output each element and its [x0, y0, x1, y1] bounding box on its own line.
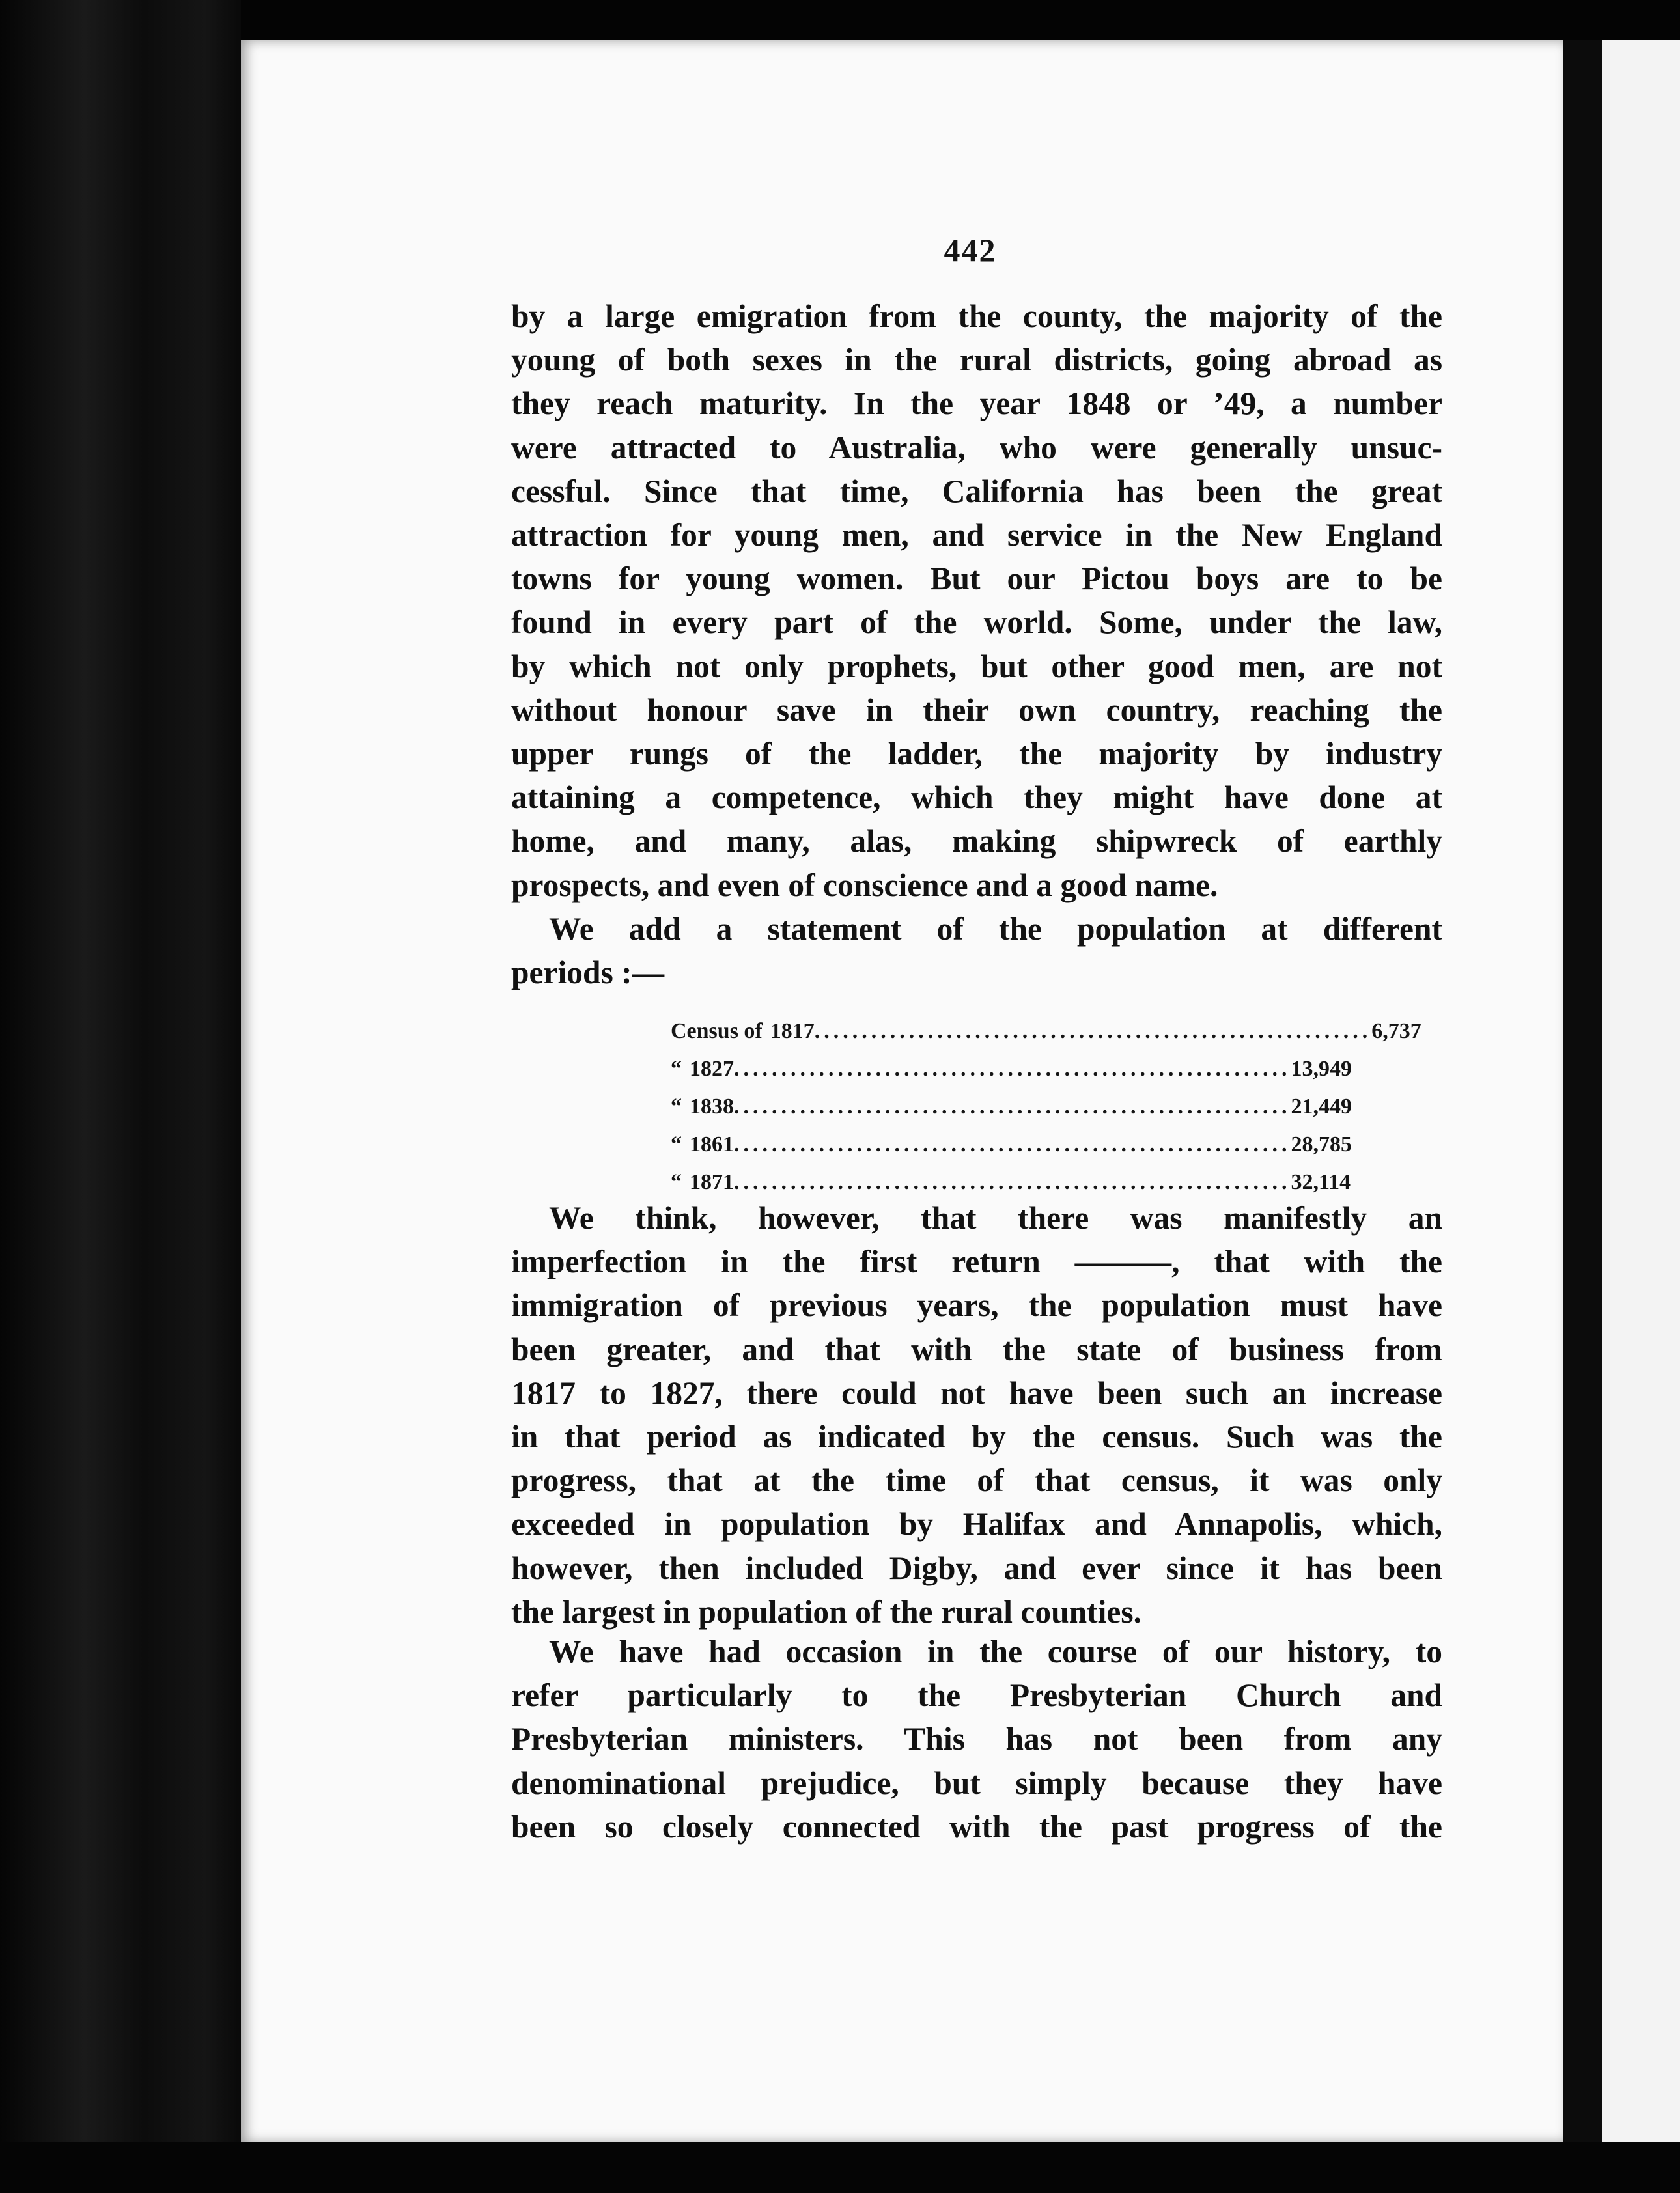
census-row: [671, 1013, 1421, 1050]
text-line: by which not only prophets, but other good men, are not: [511, 648, 1442, 684]
census-table: [671, 1013, 1421, 1201]
text-line: towns for young women. But our Pictou boys are to be: [511, 561, 1442, 597]
text-line: immigration of previous years, the population must have: [511, 1287, 1442, 1324]
census-year: 1817: [770, 1019, 815, 1043]
text-line: periods :—: [511, 955, 665, 991]
paragraph-emigration: [511, 294, 1442, 907]
page-gutter: [1563, 40, 1602, 2142]
text-line: refer particularly to the Presbyterian Church and: [511, 1677, 1442, 1714]
census-row: [671, 1126, 1352, 1164]
leader-dots: ...........................................................: [734, 1057, 1291, 1081]
text-line: attraction for young men, and service in the New England: [511, 517, 1442, 553]
census-value: 6,737: [1371, 1019, 1421, 1043]
text-line: without honour save in their own country, reaching the: [511, 691, 1442, 728]
text-line: found in every part of the world. Some, under the law,: [511, 604, 1442, 641]
text-line: Presbyterian ministers. This has not been from any: [511, 1721, 1442, 1757]
census-year: 1871: [690, 1170, 734, 1194]
census-row: [671, 1050, 1352, 1088]
text-line: home, and many, alas, making shipwreck of earthly: [511, 823, 1442, 859]
leader-dots: ...........................................................: [814, 1019, 1372, 1043]
census-year: 1861: [690, 1132, 734, 1156]
text-line: the largest in population of the rural counties.: [511, 1593, 1142, 1630]
text-line: been so closely connected with the past progress of the: [511, 1808, 1442, 1845]
scan-bottom-border: [0, 2142, 1680, 2193]
adjacent-page-edge: [1602, 40, 1680, 2142]
text-line: by a large emigration from the county, the majority of the: [511, 298, 1442, 334]
census-label: Census of: [671, 1019, 763, 1043]
text-line: been greater, and that with the state of business from: [511, 1331, 1442, 1367]
text-line: upper rungs of the ladder, the majority by industry: [511, 736, 1442, 772]
text-line: however, then included Digby, and ever since it has been: [511, 1550, 1442, 1586]
text-line: We add a statement of the population at different: [549, 911, 1442, 947]
text-line: they reach maturity. In the year 1848 or ’49, a number: [511, 385, 1442, 422]
text-line: 1817 to 1827, there could not have been such an increase: [511, 1375, 1442, 1411]
census-value: 21,449: [1291, 1095, 1352, 1119]
page-number: 442: [944, 232, 997, 268]
text-line: attaining a competence, which they might have done at: [511, 779, 1442, 816]
census-label: “: [671, 1057, 682, 1081]
census-year: 1838: [690, 1095, 734, 1119]
census-label: “: [671, 1095, 682, 1119]
leader-dots: ...........................................................: [734, 1095, 1291, 1119]
leader-dots: ...........................................................: [734, 1132, 1291, 1156]
book-spine: [0, 0, 241, 2193]
text-line: prospects, and even of conscience and a good name.: [511, 867, 1218, 903]
scan-top-border: [0, 0, 1680, 40]
paragraph-population-intro: [511, 907, 1442, 994]
text-line: were attracted to Australia, who were generally unsuc-: [511, 429, 1442, 466]
census-year: 1827: [690, 1057, 734, 1081]
text-line: in that period as indicated by the census. Such was the: [511, 1419, 1442, 1455]
census-label: “: [671, 1132, 682, 1156]
text-line: young of both sexes in the rural districts, going abroad as: [511, 342, 1442, 378]
text-line: cessful. Since that time, California has been the great: [511, 473, 1442, 509]
census-label: “: [671, 1170, 682, 1194]
paragraph-census-imperfection: [511, 1196, 1442, 1634]
text-line: exceeded in population by Halifax and Annapolis, which,: [511, 1506, 1442, 1543]
text-line: denominational prejudice, but simply because they have: [511, 1765, 1442, 1801]
text-line: imperfection in the first return ———, that with the: [511, 1244, 1442, 1280]
text-line: We think, however, that there was manifestly an: [549, 1200, 1442, 1236]
leader-dots: ...........................................................: [734, 1170, 1291, 1194]
census-row: [671, 1088, 1352, 1126]
census-value: 13,949: [1291, 1057, 1352, 1081]
text-line: We have had occasion in the course of our history, to: [549, 1634, 1442, 1669]
census-value: 32,114: [1291, 1170, 1351, 1194]
census-value: 28,785: [1291, 1132, 1352, 1156]
text-line: progress, that at the time of that census, it was only: [511, 1462, 1442, 1499]
paragraph-presbyterian: [511, 1630, 1442, 1849]
